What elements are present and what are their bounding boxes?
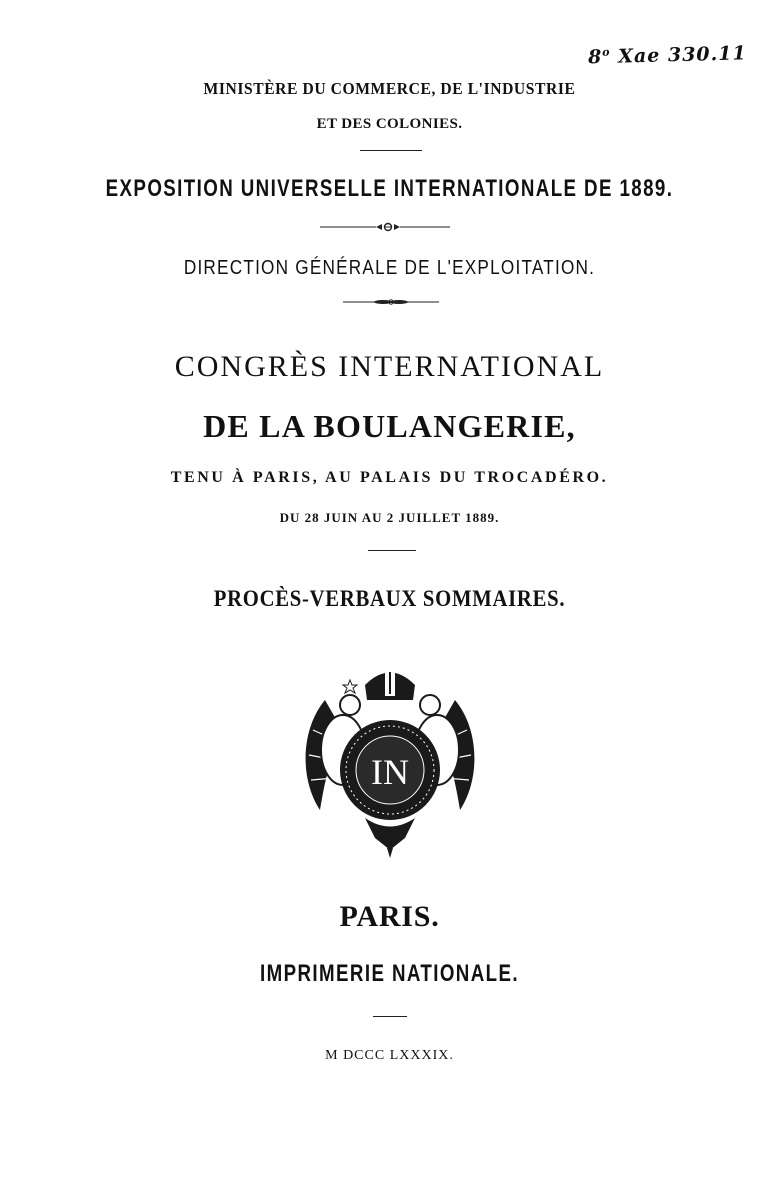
ornament-divider-icon bbox=[320, 222, 460, 232]
shelfmark-handwritten bbox=[588, 42, 747, 68]
direction-title: DIRECTION GÉNÉRALE DE L'EXPLOITATION. bbox=[183, 257, 596, 279]
shelfmark-number: Xae 330.11 bbox=[610, 42, 747, 68]
venue-line: TENU À PARIS, AU PALAIS DU TROCADÉRO. bbox=[170, 469, 609, 486]
year-roman-numerals: M DCCC LXXXIX. bbox=[325, 1048, 454, 1063]
divider-rule bbox=[368, 550, 416, 551]
ministry-line-1: MINISTÈRE DU COMMERCE, DE L'INDUSTRIE bbox=[203, 79, 576, 98]
city: PARIS. bbox=[339, 900, 440, 933]
exposition-title: EXPOSITION UNIVERSELLE INTERNATIONALE DE 1889. bbox=[105, 175, 674, 202]
svg-text:IN: IN bbox=[371, 752, 409, 792]
imprimerie-nationale-emblem-icon bbox=[295, 660, 485, 860]
ornament-divider-icon bbox=[343, 298, 439, 306]
shelfmark-prefix: 8 bbox=[587, 46, 603, 69]
divider-rule bbox=[360, 150, 422, 151]
dates-line: DU 28 JUIN AU 2 JUILLET 1889. bbox=[279, 510, 500, 525]
printer-name: IMPRIMERIE NATIONALE. bbox=[260, 960, 519, 987]
divider-rule bbox=[373, 1016, 407, 1017]
ministry-line-2: ET DES COLONIES. bbox=[316, 116, 463, 132]
document-type-title: PROCÈS-VERBAUX SOMMAIRES. bbox=[213, 586, 566, 611]
congress-title-line-2: DE LA BOULANGERIE, bbox=[203, 408, 576, 444]
shelfmark-sup: o bbox=[601, 45, 611, 59]
congress-title-line-1: CONGRÈS INTERNATIONAL bbox=[174, 350, 605, 383]
